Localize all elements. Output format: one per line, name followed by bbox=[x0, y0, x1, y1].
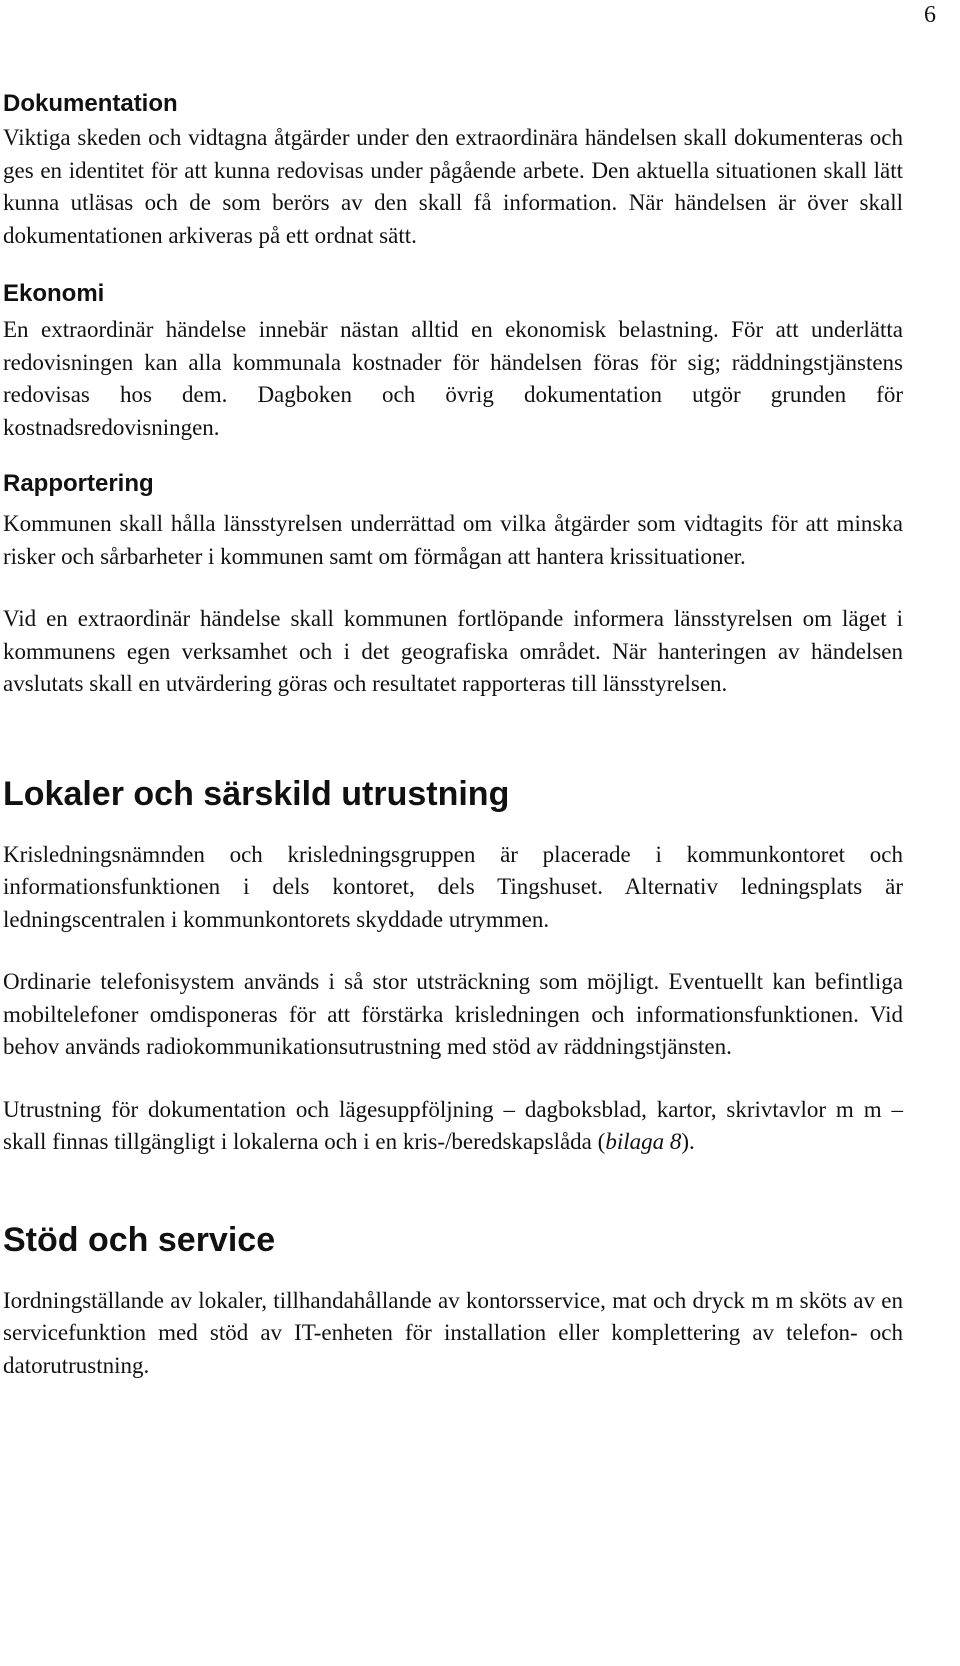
paragraph-lokaler-1: Krisledningsnämnden och krisledningsgruppen är placerade i kommunkontoret och informationsfunktionen i dels kontoret, dels Tingshuset. Alternativ ledningsplats är ledningscentralen i kommunkontorets skyddade utrymmen. bbox=[3, 841, 903, 932]
paragraph-lokaler-2: Ordinarie telefonisystem används i så stor utsträckning som möjligt. Eventuellt kan befintliga mobiltelefoner omdisponeras för att förstärka krisledningen och informationsfunktionen. Vid behov används radiokommunikationsutrustning med stöd av räddningstjänsten. bbox=[3, 969, 903, 1059]
heading-ekonomi: Ekonomi bbox=[3, 280, 105, 307]
paragraph-lokaler-3-text: Utrustning för dokumentation och lägesuppföljning – dagboksblad, kartor, skrivtavlor m m – skall finnas tillgängligt i lokalerna och i en kris-/beredskapslåda ( bbox=[3, 1096, 903, 1154]
heading-dokumentation: Dokumentation bbox=[3, 90, 178, 117]
heading-stod-och-service: Stöd och service bbox=[3, 1220, 276, 1259]
document-body bbox=[3, 88, 903, 1382]
paragraph-lokaler-3-end: ). bbox=[681, 1129, 695, 1154]
paragraph-stod: Iordningställande av lokaler, tillhandahållande av kontorsservice, mat och dryck m m sköts av en servicefunktion med stöd av IT-enheten för installation eller komplettering av telefon- och datorutrustning. bbox=[3, 1287, 903, 1378]
paragraph-ekonomi: En extraordinär händelse innebär nästan alltid en ekonomisk belastning. För att underlätta redovisningen kan alla kommunala kostnader för händelsen föras för sig; räddningstjänstens redovisas hos dem. Dagboken och övrig dokumentation utgör grunden för kostnadsredovisningen. bbox=[3, 317, 903, 440]
paragraph-rapportering-1: Kommunen skall hålla länsstyrelsen underrättad om vilka åtgärder som vidtagits för att minska risker och sårbarheter i kommunen samt om förmågan att hantera krissituationer. bbox=[3, 511, 903, 569]
page-number: 6 bbox=[924, 2, 936, 28]
heading-rapportering: Rapportering bbox=[3, 470, 154, 497]
paragraph-rapportering-2: Vid en extraordinär händelse skall kommunen fortlöpande informera länsstyrelsen om läget i kommunens egen verksamhet och i det geografiska området. När hanteringen av händelsen avslutats skall en utvärdering göras och resultatet rapporteras till länsstyrelsen. bbox=[3, 606, 903, 696]
heading-lokaler: Lokaler och särskild utrustning bbox=[3, 774, 510, 813]
paragraph-lokaler-3 bbox=[3, 1094, 903, 1159]
paragraph-dokumentation: Viktiga skeden och vidtagna åtgärder under den extraordinära händelsen skall dokumenteras och ges en identitet för att kunna redovisas under pågående arbete. Den aktuella situationen skall lätt kunna utläsas och de som berörs av den skall få information. När händelsen är över skall dokumentationen arkiveras på ett ordnat sätt. bbox=[3, 125, 903, 248]
bilaga-reference: bilaga 8 bbox=[605, 1129, 682, 1154]
